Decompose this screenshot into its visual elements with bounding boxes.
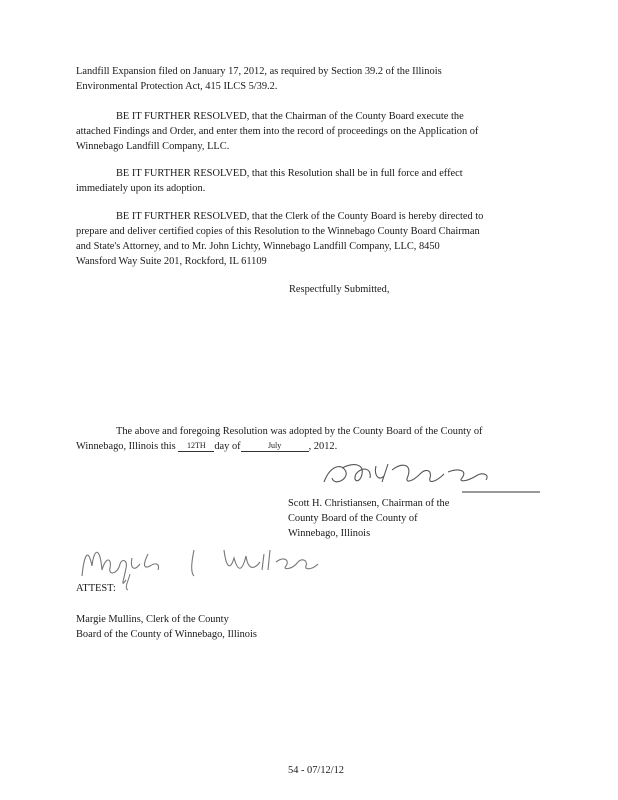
clerk-title: Board of the County of Winnebago, Illinois bbox=[76, 629, 257, 640]
paragraph-landfill-expansion bbox=[76, 64, 542, 94]
adoption-text: day of bbox=[214, 441, 241, 452]
text-line: prepare and deliver certified copies of this Resolution to the Winnebago County Board Chairman bbox=[76, 226, 480, 237]
chairman-signature-image bbox=[312, 452, 542, 496]
respectfully-submitted: Respectfully Submitted, bbox=[289, 284, 390, 295]
chairman-name: Scott H. Christiansen, Chairman of the bbox=[288, 498, 450, 509]
adoption-day-field: 12TH bbox=[178, 441, 214, 452]
adoption-statement-line1: The above and foregoing Resolution was adopted by the County Board of the County of bbox=[116, 426, 483, 437]
text-line: Environmental Protection Act, 415 ILCS 5/39.2. bbox=[76, 81, 278, 92]
clerk-signature-image bbox=[74, 536, 354, 592]
text-line: BE IT FURTHER RESOLVED, that the Chairman of the County Board execute the bbox=[116, 111, 464, 122]
text-line: Wansford Way Suite 201, Rockford, IL 61109 bbox=[76, 256, 267, 267]
paragraph-certified-copies bbox=[76, 209, 542, 269]
text-line: immediately upon its adoption. bbox=[76, 183, 206, 194]
text-line: and State's Attorney, and to Mr. John Lichty, Winnebago Landfill Company, LLC, 8450 bbox=[76, 241, 440, 252]
adoption-text: Winnebago, Illinois this bbox=[76, 441, 176, 452]
chairman-location: Winnebago, Illinois bbox=[288, 528, 371, 539]
attest-label: ATTEST: bbox=[76, 583, 116, 594]
adoption-month-field: July bbox=[241, 441, 309, 452]
adoption-text: , 2012. bbox=[308, 441, 338, 452]
text-line: Winnebago Landfill Company, LLC. bbox=[76, 141, 230, 152]
chairman-title: County Board of the County of bbox=[288, 513, 418, 524]
paragraph-execute-findings bbox=[76, 109, 542, 154]
clerk-name: Margie Mullins, Clerk of the County bbox=[76, 614, 229, 625]
adoption-statement-line2 bbox=[76, 439, 337, 454]
text-line: attached Findings and Order, and enter them into the record of proceedings on the Application of bbox=[76, 126, 479, 137]
page-footer: 54 - 07/12/12 bbox=[288, 765, 344, 776]
text-line: BE IT FURTHER RESOLVED, that the Clerk of the County Board is hereby directed to bbox=[116, 211, 484, 222]
paragraph-full-force bbox=[76, 166, 542, 196]
text-line: BE IT FURTHER RESOLVED, that this Resolution shall be in full force and effect bbox=[116, 168, 463, 179]
text-line: Landfill Expansion filed on January 17, 2012, as required by Section 39.2 of the Illinois bbox=[76, 66, 442, 77]
